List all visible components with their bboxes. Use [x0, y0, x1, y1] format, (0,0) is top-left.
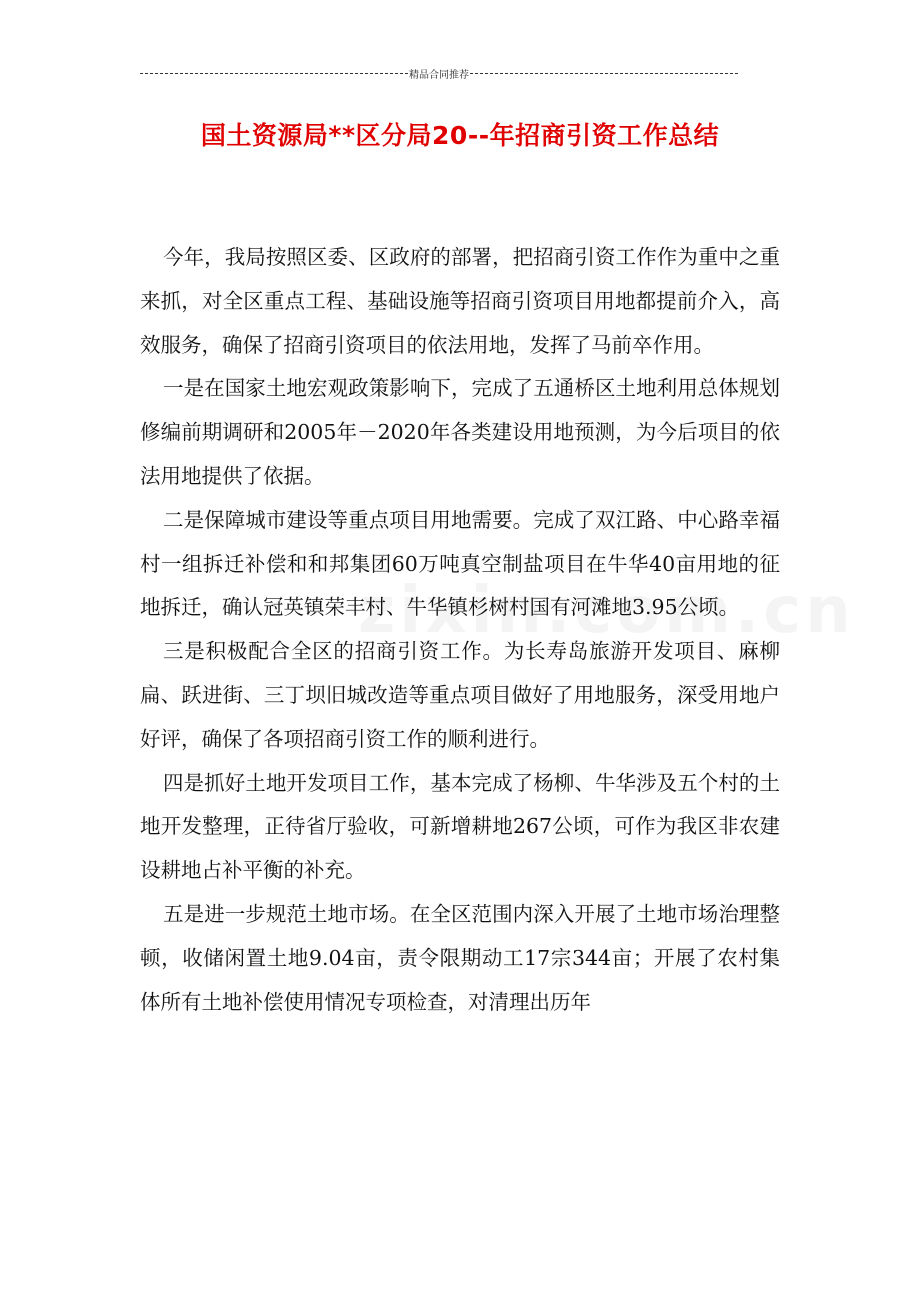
paragraph-item-1: 一是在国家土地宏观政策影响下，完成了五通桥区土地利用总体规划修编前期调研和2005年－2020年各类建设用地预测，为今后项目的依法用地提供了依据。 — [140, 376, 780, 488]
paragraph-item-5: 五是进一步规范土地市场。在全区范围内深入开展了土地市场治理整顿，收储闲置土地9.04亩，责令限期动工17宗344亩；开展了农村集体所有土地补偿使用情况专项检查，对清理出历年 — [140, 901, 780, 1014]
header-dash-right — [470, 73, 738, 74]
paragraph-item-4: 四是抓好土地开发项目工作，基本完成了杨柳、牛华涉及五个村的土地开发整理，正待省厅验收，可新增耕地267公顷，可作为我区非农建设耕地占补平衡的补充。 — [140, 770, 780, 883]
page-header — [140, 66, 738, 80]
document-body — [140, 236, 780, 1024]
paragraph-item-2: 二是保障城市建设等重点项目用地需要。完成了双江路、中心路幸福村一组拆迁补偿和和邦集团60万吨真空制盐项目在牛华40亩用地的征地拆迁，确认冠英镇荣丰村、牛华镇杉树村国有河滩地3.95公顷。 — [140, 507, 780, 620]
document-title: 国土资源局**区分局20--年招商引资工作总结 — [200, 121, 720, 150]
header-dash-left — [140, 73, 408, 74]
paragraph-item-3: 三是积极配合全区的招商引资工作。为长寿岛旅游开发项目、麻柳扁、跃进街、三丁坝旧城改造等重点项目做好了用地服务，深受用地户好评，确保了各项招商引资工作的顺利进行。 — [140, 639, 780, 751]
paragraph-intro: 今年，我局按照区委、区政府的部署，把招商引资工作作为重中之重来抓，对全区重点工程、基础设施等招商引资项目用地都提前介入，高效服务，确保了招商引资项目的依法用地，发挥了马前卒作用。 — [140, 245, 780, 357]
header-label: 精品合同推荐 — [409, 69, 469, 81]
